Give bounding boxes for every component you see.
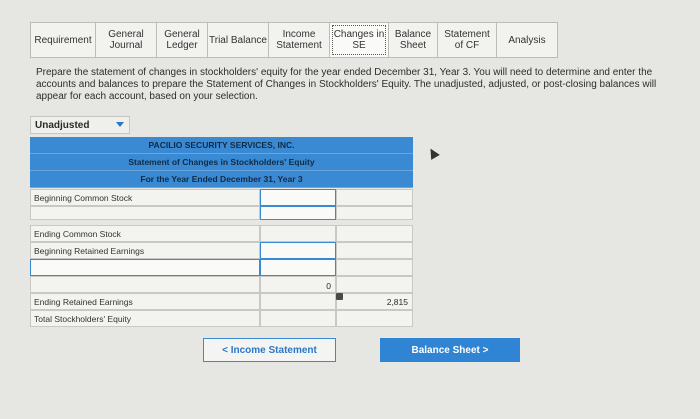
table-row: [30, 310, 413, 327]
tab-statement-of-cf[interactable]: Statement of CF: [437, 22, 497, 58]
table-row: [30, 242, 413, 259]
balance-type-select[interactable]: [30, 116, 130, 134]
statement-table: [30, 137, 413, 324]
tab-analysis[interactable]: Analysis: [496, 22, 558, 58]
row-label: Beginning Retained Earnings: [30, 242, 260, 259]
table-row: [30, 259, 413, 276]
total-cell: [336, 242, 413, 259]
balance-sheet-button[interactable]: Balance Sheet >: [380, 338, 520, 362]
total-value: 2,815: [386, 296, 408, 307]
total-cell: [336, 225, 413, 242]
tab-general-ledger[interactable]: General Ledger: [156, 22, 208, 58]
statement-period: For the Year Ended December 31, Year 3: [30, 171, 413, 188]
account-input[interactable]: [30, 206, 260, 220]
tab-trial-balance[interactable]: Trial Balance: [207, 22, 269, 58]
account-input[interactable]: [30, 276, 260, 293]
instructions-text: Prepare the statement of changes in stockholders' equity for the year ended December 31, Year 3. You will need to determine and enter the accounts and balances to prepare the Statement of Changes in Stockholders' Equity. The unadjusted, adjusted, or post-closing balances will appear for each account, based on your selection.: [36, 67, 657, 102]
amount-input[interactable]: [260, 242, 336, 259]
amount-cell: [260, 225, 336, 242]
total-cell: [336, 293, 413, 310]
balance-type-value: Unadjusted: [35, 119, 90, 131]
amount-input[interactable]: [260, 189, 336, 206]
table-row: [30, 206, 413, 220]
tab-changes-in-se[interactable]: Changes in SE: [329, 22, 389, 58]
tab-balance-sheet[interactable]: Balance Sheet: [388, 22, 438, 58]
edit-icon[interactable]: [336, 293, 343, 300]
tab-bar: [30, 22, 557, 58]
total-cell: [336, 189, 413, 206]
amount-cell: [260, 293, 336, 310]
row-label: Total Stockholders' Equity: [30, 310, 260, 327]
row-label: Ending Retained Earnings: [30, 293, 260, 310]
tab-income-statement[interactable]: Income Statement: [268, 22, 330, 58]
total-cell: [336, 276, 413, 293]
total-cell: [336, 259, 413, 276]
chevron-down-icon: [116, 122, 124, 127]
amount-cell: [260, 276, 336, 293]
zero-value: 0: [326, 281, 331, 291]
account-input[interactable]: [30, 259, 260, 276]
table-row: [30, 225, 413, 242]
row-label: Beginning Common Stock: [30, 189, 260, 206]
tab-general-journal[interactable]: General Journal: [95, 22, 157, 58]
company-name: PACILIO SECURITY SERVICES, INC.: [30, 137, 413, 154]
row-label: Ending Common Stock: [30, 225, 260, 242]
table-row: [30, 276, 413, 293]
table-row: [30, 189, 413, 206]
amount-cell: [260, 310, 336, 327]
table-row: [30, 293, 413, 310]
total-cell: [336, 206, 413, 220]
mouse-pointer-icon: [426, 146, 440, 160]
amount-input[interactable]: [260, 206, 336, 220]
income-statement-button[interactable]: < Income Statement: [203, 338, 336, 362]
tab-requirement[interactable]: Requirement: [30, 22, 96, 58]
amount-input[interactable]: [260, 259, 336, 276]
statement-title: Statement of Changes in Stockholders' Equity: [30, 154, 413, 171]
total-cell: [336, 310, 413, 327]
